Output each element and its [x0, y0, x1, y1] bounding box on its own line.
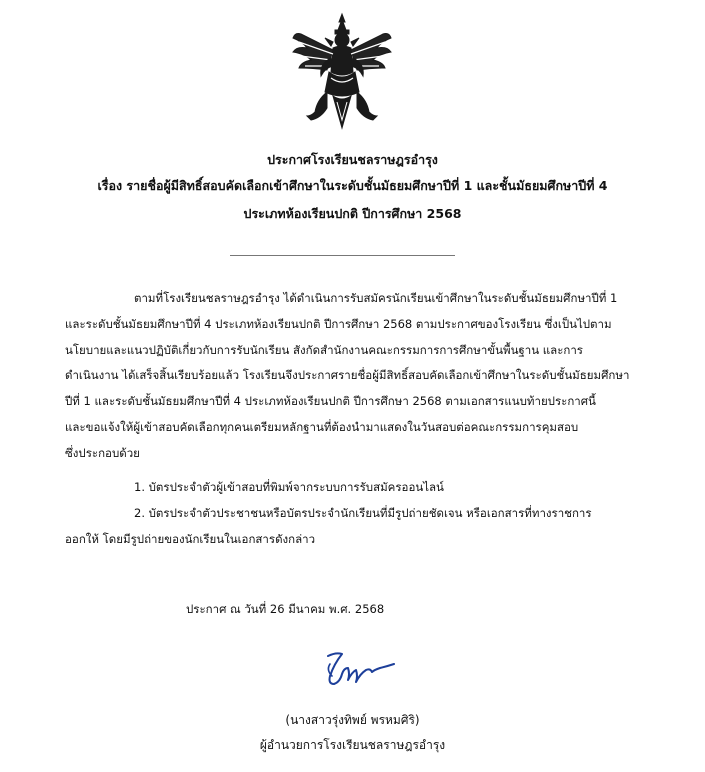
list-item: 1. บัตรประจำตัวผู้เข้าสอบที่พิมพ์จากระบบการรับสมัครออนไลน์: [134, 480, 444, 494]
body-line: ซึ่งประกอบด้วย: [65, 446, 140, 460]
body-line: และระดับชั้นมัธยมศึกษาปีที่ 4 ประเภทห้องเรียนปกติ ปีการศึกษา 2568 ตามประกาศของโรงเรียน ซึ่งเป็นไปตาม: [65, 317, 612, 331]
list-item: 2. บัตรประจำตัวประชาชนหรือบัตรประจำนักเรียนที่มีรูปถ่ายชัดเจน หรือเอกสารที่ทางราชการ: [134, 506, 592, 520]
body-line: นโยบายและแนวปฏิบัติเกี่ยวกับการรับนักเรียน สังกัดสำนักงานคณะกรรมการการศึกษาขั้นพื้นฐาน และการ: [65, 343, 583, 357]
body-line: ตามที่โรงเรียนชลราษฎรอำรุง ได้ดำเนินการรับสมัครนักเรียนเข้าศึกษาในระดับชั้นมัธยมศึกษาปีที่ 1: [134, 291, 618, 305]
body-line: ปีที่ 1 และระดับชั้นมัธยมศึกษาปีที่ 4 ประเภทห้องเรียนปกติ ปีการศึกษา 2568 ตามเอกสารแนบท้ายประกาศนี้: [65, 394, 596, 408]
divider: [230, 255, 455, 256]
body-line: และขอแจ้งให้ผู้เข้าสอบคัดเลือกทุกคนเตรียมหลักฐานที่ต้องนำมาแสดงในวันสอบต่อคณะกรรมการคุมสอบ: [65, 420, 579, 434]
signatory-position: ผู้อำนวยการโรงเรียนชลราษฎรอำรุง: [259, 738, 446, 752]
announcement-title: ประกาศโรงเรียนชลราษฎรอำรุง: [267, 152, 438, 167]
body-line: ดำเนินงาน ได้เสร็จสิ้นเรียบร้อยแล้ว โรงเรียนจึงประกาศรายชื่อผู้มีสิทธิ์สอบคัดเลือกเข้าศึกษาในระดับชั้นมัธยมศึกษา: [65, 368, 630, 382]
garuda-emblem-icon: [287, 12, 397, 130]
handwritten-signature: [318, 646, 398, 692]
list-item-cont: ออกให้ โดยมีรูปถ่ายของนักเรียนในเอกสารดังกล่าว: [65, 532, 316, 546]
signatory-name: (นางสาวรุ่งทิพย์ พรหมศิริ): [285, 713, 420, 727]
announcement-subject-cont: ประเภทห้องเรียนปกติ ปีการศึกษา 2568: [243, 206, 462, 221]
announcement-subject: เรื่อง รายชื่อผู้มีสิทธิ์สอบคัดเลือกเข้าศึกษาในระดับชั้นมัธยมศึกษาปีที่ 1 และชั้นมัธยมศึกษาปีที่ 4: [97, 178, 608, 193]
announcement-date: ประกาศ ณ วันที่ 26 มีนาคม พ.ศ. 2568: [186, 602, 385, 616]
